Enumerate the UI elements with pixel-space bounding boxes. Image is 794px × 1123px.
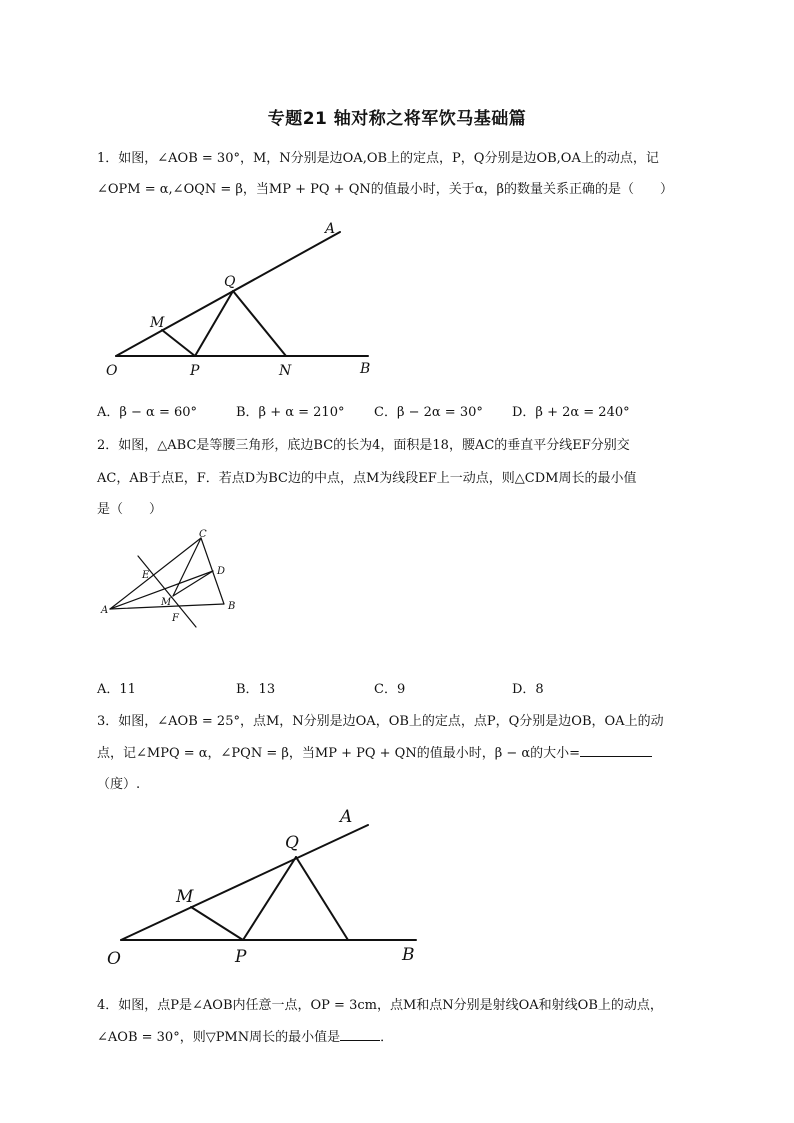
q1-label-b: B — [360, 361, 371, 377]
q3-text-line-2-body: 点，记∠MPQ = α，∠PQN = β，当MP + PQ + QN的值最小时，β − α的大小= — [97, 746, 581, 761]
q2-segment-md — [173, 571, 213, 596]
q1-label-o: O — [106, 363, 118, 379]
q1-label-p: P — [190, 363, 200, 379]
q1-text-line-2: ∠OPM = α,∠OQN = β，当MP + PQ + QN的值最小时，关于α，β的数量关系正确的是（ ） — [97, 182, 674, 197]
q2-segment-ad — [110, 571, 213, 609]
q2-side-ab — [110, 604, 224, 609]
q2-text-line-2: AC，AB于点E，F．若点D为BC边的中点，点M为线段EF上一动点，则△CDM周长的最小值 — [97, 471, 637, 486]
q1-segment-pq — [195, 291, 233, 356]
q1-label-q: Q — [224, 274, 236, 290]
page-title: 专题21 轴对称之将军饮马基础篇 — [267, 109, 527, 129]
q1-label-n: N — [279, 363, 292, 379]
q3-segment-pq — [243, 857, 296, 940]
q2-label-d: D — [217, 566, 226, 577]
q3-label-q: Q — [285, 833, 299, 853]
q2-text-line-1: 2．如图，△ABC是等腰三角形，底边BC的长为4，面积是18，腰AC的垂直平分线EF分别交 — [97, 438, 630, 453]
q1-ray-oa — [116, 232, 340, 356]
q1-option-d[interactable]: D．β + 2α = 240° — [512, 405, 630, 420]
q2-label-a: A — [101, 605, 109, 616]
q3-label-o: O — [107, 949, 121, 969]
q2-option-d[interactable]: D．8 — [512, 682, 544, 697]
q3-label-m: M — [176, 887, 194, 907]
q3-ray-oa — [121, 825, 368, 940]
q3-text-line-3: （度）. — [97, 777, 141, 792]
q4-answer-blank[interactable] — [340, 1028, 380, 1041]
q2-label-f: F — [172, 613, 179, 624]
q2-side-bc — [201, 538, 224, 604]
q4-text-line-1: 4．如图，点P是∠AOB内任意一点，OP = 3cm，点M和点N分别是射线OA和射线OB上的动点， — [97, 998, 663, 1013]
q3-label-p: P — [235, 947, 247, 967]
q2-option-c[interactable]: C．9 — [374, 682, 406, 697]
q3-segment-qn — [296, 857, 348, 940]
q4-text-line-2-body: ∠AOB = 30°，则▽PMN周长的最小值是 — [97, 1030, 341, 1045]
q3-answer-blank[interactable] — [580, 744, 652, 757]
q1-segment-qn — [233, 291, 286, 356]
q1-option-a[interactable]: A．β − α = 60° — [97, 405, 198, 420]
q1-label-m: M — [150, 315, 165, 331]
q2-line-ef — [138, 556, 196, 627]
q2-label-c: C — [199, 529, 207, 540]
q3-text-line-2 — [97, 742, 652, 761]
q2-label-m: M — [161, 597, 172, 608]
q4-text-line-2 — [97, 1026, 393, 1045]
q3-label-b: B — [402, 945, 415, 965]
q2-label-e: E — [142, 570, 150, 581]
q2-option-b[interactable]: B．13 — [236, 682, 276, 697]
q2-label-b: B — [228, 601, 236, 612]
q2-option-a[interactable]: A．11 — [97, 682, 136, 697]
q1-text-line-1: 1．如图，∠AOB = 30°，M，N分别是边OA,OB上的定点，P，Q分别是边OB,OA上的动点，记 — [97, 151, 659, 166]
q2-segment-cm — [173, 538, 201, 596]
q1-segment-mp — [162, 330, 195, 356]
q2-text-line-3: 是（ ） — [97, 502, 163, 517]
q3-segment-mp — [191, 907, 243, 940]
q4-period: ． — [380, 1030, 394, 1045]
q1-option-c[interactable]: C．β − 2α = 30° — [374, 405, 483, 420]
q2-side-ac — [110, 538, 201, 609]
q3-label-a: A — [340, 807, 353, 827]
q3-text-line-1: 3．如图，∠AOB = 25°，点M，N分别是边OA，OB上的定点，点P，Q分别是边OB，OA上的动 — [97, 714, 664, 729]
q1-label-a: A — [325, 221, 336, 237]
q1-option-b[interactable]: B．β + α = 210° — [236, 405, 345, 420]
